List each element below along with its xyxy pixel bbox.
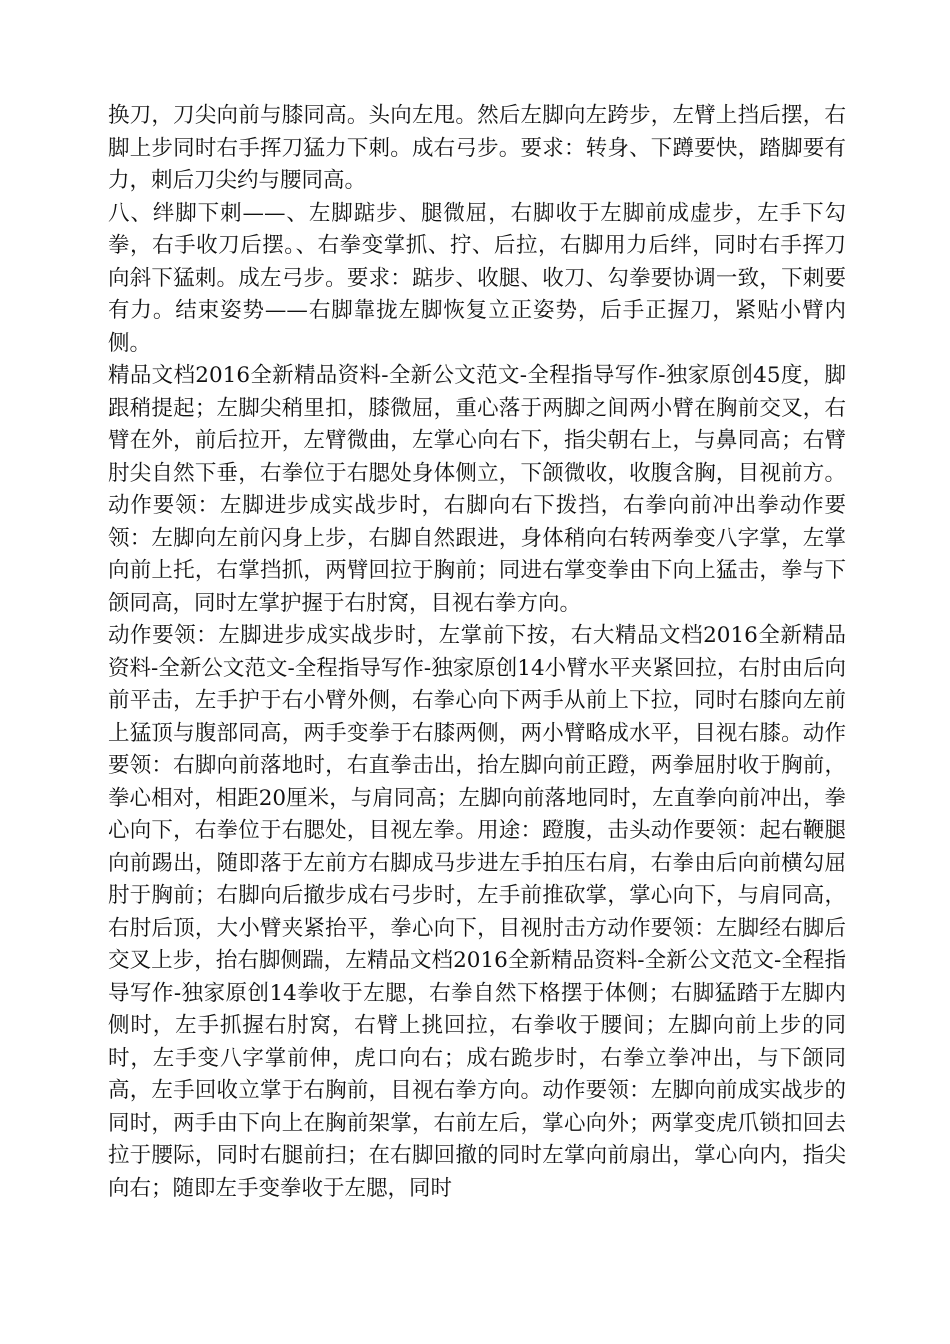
paragraph-3: 精品文档2016全新精品资料-全新公文范文-全程指导写作-独家原创45度，脚跟稍提起；左脚尖稍里扣，膝微屈，重心落于两脚之间两小臂在胸前交叉，右臂在外，前后拉开，左臂微曲，左掌心向右下，指尖朝右上，与鼻同高；右臂肘尖自然下垂，右拳位于右腮处身体侧立，下颌微收，收腹含胸，目视前方。动作要领：左脚进步成实战步时，右脚向右下拨挡，右拳向前冲出拳动作要领：左脚向左前闪身上步，右脚自然跟进，身体稍向右转两拳变八字掌，左掌向前上托，右掌挡抓，两臂回拉于胸前；同进右掌变拳由下向上猛击，拳与下颌同高，同时左掌护握于右肘窝，目视右拳方向。: [108, 363, 846, 616]
document-body: [108, 100, 846, 1205]
paragraph-1: 换刀，刀尖向前与膝同高。头向左甩。然后左脚向左跨步，左臂上挡后摆，右脚上步同时右手挥刀猛力下刺。成右弓步。要求：转身、下蹲要快，踏脚要有力，刺后刀尖约与腰同高。: [108, 103, 846, 193]
paragraph-4: 动作要领：左脚进步成实战步时，左掌前下按，右大精品文档2016全新精品资料-全新公文范文-全程指导写作-独家原创14小臂水平夹紧回拉，右肘由后向前平击，左手护于右小臂外侧，右拳心向下两手从前上下拉，同时右膝向左前上猛顶与腹部同高，两手变拳于右膝两侧，两小臂略成水平，目视右膝。动作要领：右脚向前落地时，右直拳击出，抬左脚向前正蹬，两拳屈肘收于胸前，拳心相对，相距20厘米，与肩同高；左脚向前落地同时，左直拳向前冲出，拳心向下，右拳位于右腮处，目视左拳。用途：蹬腹，击头动作要领：起右鞭腿向前踢出，随即落于左前方右脚成马步进左手拍压右肩，右拳由后向前横勾屈肘于胸前；右脚向后撤步成右弓步时，左手前推砍掌，掌心向下，与肩同高，右肘后顶，大小臂夹紧抬平，拳心向下，目视肘击方动作要领：左脚经右脚后交叉上步，抬右脚侧踹，左精品文档2016全新精品资料-全新公文范文-全程指导写作-独家原创14拳收于左腮，右拳自然下格摆于体侧；右脚猛踏于左脚内侧时，左手抓握右肘窝，右臂上挑回拉，右拳收于腰间；左脚向前上步的同时，左手变八字掌前伸，虎口向右；成右跪步时，右拳立拳冲出，与下颌同高，左手回收立掌于右胸前，目视右拳方向。动作要领：左脚向前成实战步的同时，两手由下向上在胸前架掌，右前左后，掌心向外；两掌变虎爪锁扣回去拉于腰际，同时右腿前扫；在右脚回撤的同时左掌向前扇出，掌心向内，指尖向右；随即左手变拳收于左腮，同时: [108, 623, 846, 1201]
paragraph-2: 八、绊脚下刺——、左脚踮步、腿微屈，右脚收于左脚前成虚步，左手下勾拳，右手收刀后摆。、右拳变掌抓、拧、后拉，右脚用力后绊，同时右手挥刀向斜下猛刺。成左弓步。要求：踮步、收腿、收刀、勾拳要协调一致，下刺要有力。结束姿势——右脚靠拢左脚恢复立正姿势，后手正握刀，紧贴小臂内侧。: [108, 200, 846, 356]
